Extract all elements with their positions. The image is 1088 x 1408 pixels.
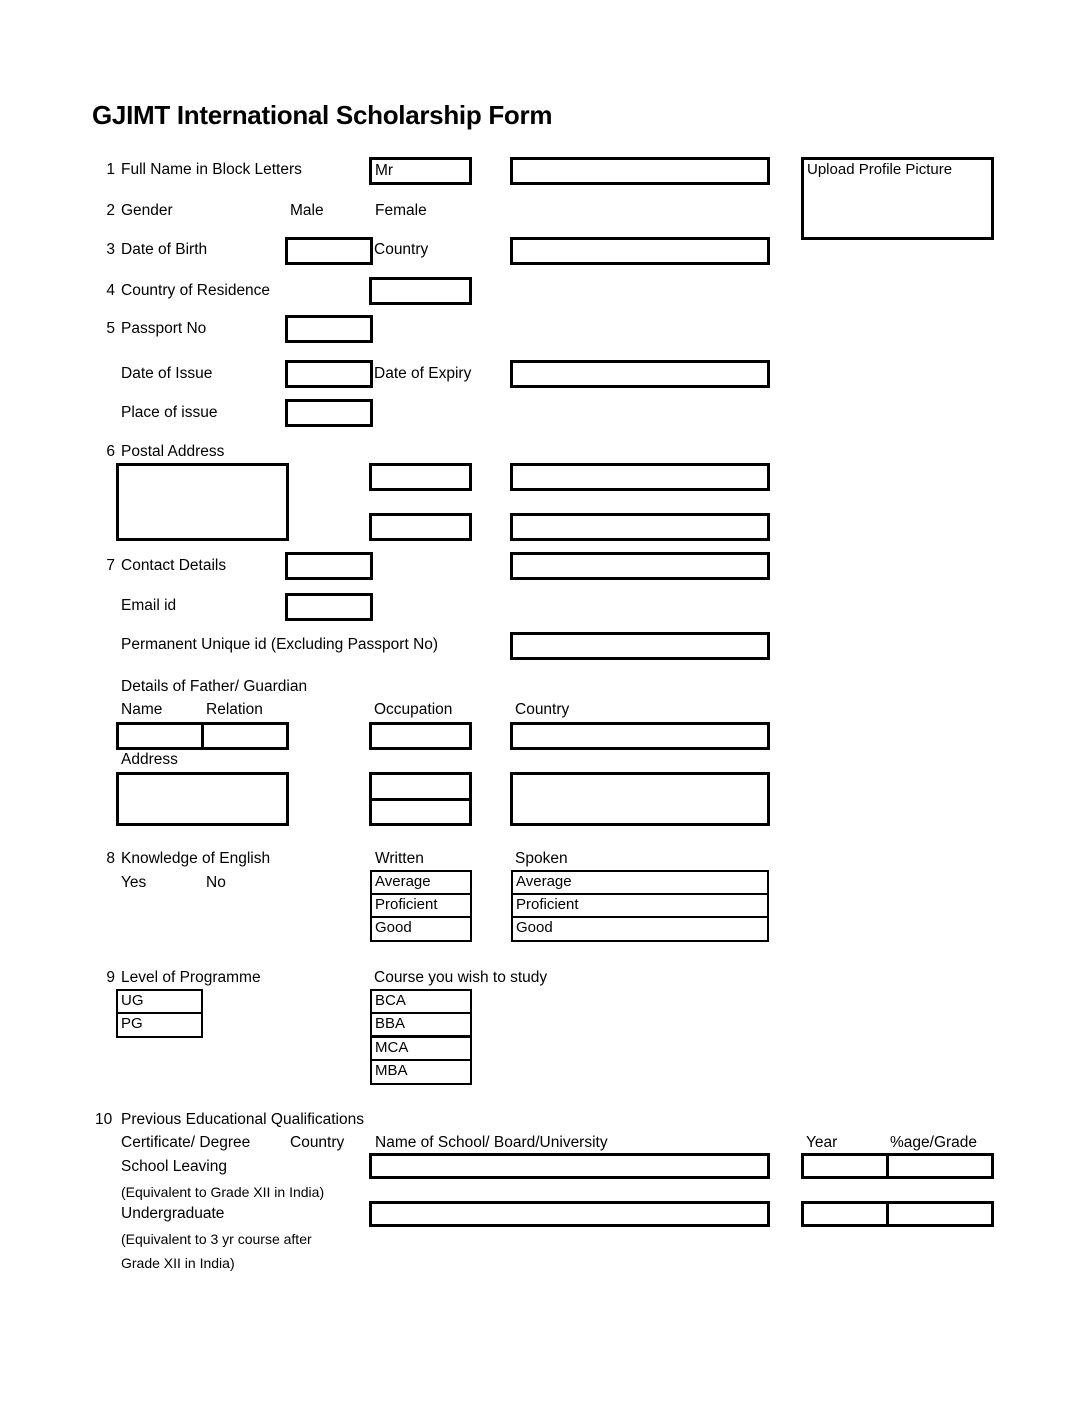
course-label: Course you wish to study — [374, 969, 548, 986]
postal-address-field[interactable] — [116, 463, 289, 541]
guardian-relation-label: Relation — [206, 701, 263, 718]
col-grade-header: %age/Grade — [890, 1134, 978, 1151]
school-leaving-school-field[interactable] — [369, 1153, 770, 1179]
education-label: Previous Educational Qualifications — [121, 1111, 364, 1128]
place-of-issue-field[interactable] — [285, 399, 373, 427]
guardian-address-field-3[interactable] — [369, 798, 472, 826]
passport-field[interactable] — [285, 315, 373, 343]
english-option-yes[interactable]: Yes — [121, 874, 147, 891]
section-10-number: 10 — [95, 1111, 113, 1128]
english-spoken-label: Spoken — [515, 850, 568, 867]
postal-address-field-5[interactable] — [510, 513, 770, 541]
full-name-label: Full Name in Block Letters — [121, 161, 302, 178]
section-1-number: 1 — [106, 161, 115, 178]
guardian-name-field[interactable] — [116, 722, 204, 750]
gender-option-male[interactable]: Male — [290, 202, 324, 219]
programme-level-label: Level of Programme — [121, 969, 261, 986]
passport-label: Passport No — [121, 320, 207, 337]
expiry-date-field[interactable] — [510, 360, 770, 388]
school-leaving-year-field[interactable] — [801, 1153, 890, 1179]
gender-label: Gender — [121, 202, 173, 219]
postal-address-field-2[interactable] — [369, 463, 472, 491]
section-5-number: 5 — [106, 320, 115, 337]
guardian-occupation-label: Occupation — [374, 701, 453, 718]
full-name-field[interactable] — [510, 157, 770, 185]
guardian-address-label: Address — [121, 751, 178, 768]
section-7-number: 7 — [106, 557, 115, 574]
unique-id-label: Permanent Unique id (Excluding Passport No) — [121, 636, 439, 653]
section-9-number: 9 — [106, 969, 115, 986]
spoken-option-good[interactable]: Good — [511, 916, 769, 942]
written-option-average[interactable]: Average — [370, 870, 472, 895]
english-written-label: Written — [375, 850, 424, 867]
dob-field[interactable] — [285, 237, 373, 265]
guardian-relation-field[interactable] — [201, 722, 289, 750]
course-option-bca[interactable]: BCA — [370, 989, 472, 1014]
guardian-address-field-2[interactable] — [369, 772, 472, 801]
contact-phone-field[interactable] — [285, 552, 373, 580]
email-field[interactable] — [285, 593, 373, 621]
guardian-country-label: Country — [515, 701, 570, 718]
course-option-bba[interactable]: BBA — [370, 1012, 472, 1037]
issue-date-field[interactable] — [285, 360, 373, 388]
spoken-option-average[interactable]: Average — [511, 870, 769, 895]
postal-address-field-4[interactable] — [369, 513, 472, 541]
guardian-occupation-field[interactable] — [369, 722, 472, 750]
col-certificate-header: Certificate/ Degree — [121, 1134, 251, 1151]
postal-address-field-3[interactable] — [510, 463, 770, 491]
guardian-country-field[interactable] — [510, 722, 770, 750]
section-4-number: 4 — [106, 282, 115, 299]
guardian-address-field-4[interactable] — [510, 772, 770, 826]
gender-option-female[interactable]: Female — [375, 202, 427, 219]
postal-address-label: Postal Address — [121, 443, 225, 460]
undergraduate-note-1: (Equivalent to 3 yr course after — [121, 1231, 312, 1247]
undergraduate-note-2: Grade XII in India) — [121, 1255, 235, 1271]
undergraduate-school-field[interactable] — [369, 1201, 770, 1227]
written-option-proficient[interactable]: Proficient — [370, 893, 472, 918]
course-option-mba[interactable]: MBA — [370, 1059, 472, 1085]
contact-phone-field-2[interactable] — [510, 552, 770, 580]
school-leaving-label: School Leaving — [121, 1158, 227, 1175]
programme-option-pg[interactable]: PG — [116, 1012, 203, 1038]
place-of-issue-label: Place of issue — [121, 404, 218, 421]
country-field[interactable] — [510, 237, 770, 265]
spoken-option-proficient[interactable]: Proficient — [511, 893, 769, 918]
english-option-no[interactable]: No — [206, 874, 226, 891]
col-school-header: Name of School/ Board/University — [375, 1134, 608, 1151]
col-year-header: Year — [806, 1134, 838, 1151]
name-title-field[interactable] — [369, 157, 472, 185]
expiry-date-label: Date of Expiry — [374, 365, 472, 382]
section-2-number: 2 — [106, 202, 115, 219]
course-option-mca[interactable]: MCA — [370, 1036, 472, 1061]
residence-label: Country of Residence — [121, 282, 271, 299]
guardian-heading: Details of Father/ Guardian — [121, 678, 308, 695]
issue-date-label: Date of Issue — [121, 365, 213, 382]
country-label: Country — [374, 241, 429, 258]
dob-label: Date of Birth — [121, 241, 208, 258]
undergraduate-label: Undergraduate — [121, 1205, 225, 1222]
contact-details-label: Contact Details — [121, 557, 227, 574]
page-title: GJIMT International Scholarship Form — [92, 100, 553, 130]
upload-profile-label: Upload Profile Picture — [807, 161, 953, 178]
section-8-number: 8 — [106, 850, 115, 867]
upload-profile-picture[interactable] — [801, 157, 994, 240]
col-country-header: Country — [290, 1134, 345, 1151]
guardian-name-label: Name — [121, 701, 163, 718]
unique-id-field[interactable] — [510, 632, 770, 660]
written-option-good[interactable]: Good — [370, 916, 472, 942]
section-6-number: 6 — [106, 443, 115, 460]
email-label: Email id — [121, 597, 177, 614]
school-leaving-note: (Equivalent to Grade XII in India) — [121, 1184, 325, 1200]
guardian-address-field[interactable] — [116, 772, 289, 826]
undergraduate-year-field[interactable] — [801, 1201, 890, 1227]
name-title-value: Mr — [375, 162, 394, 179]
english-knowledge-label: Knowledge of English — [121, 850, 271, 867]
undergraduate-grade-field[interactable] — [886, 1201, 994, 1227]
residence-field[interactable] — [369, 277, 472, 305]
section-3-number: 3 — [106, 241, 115, 258]
programme-option-ug[interactable]: UG — [116, 989, 203, 1014]
school-leaving-grade-field[interactable] — [886, 1153, 994, 1179]
